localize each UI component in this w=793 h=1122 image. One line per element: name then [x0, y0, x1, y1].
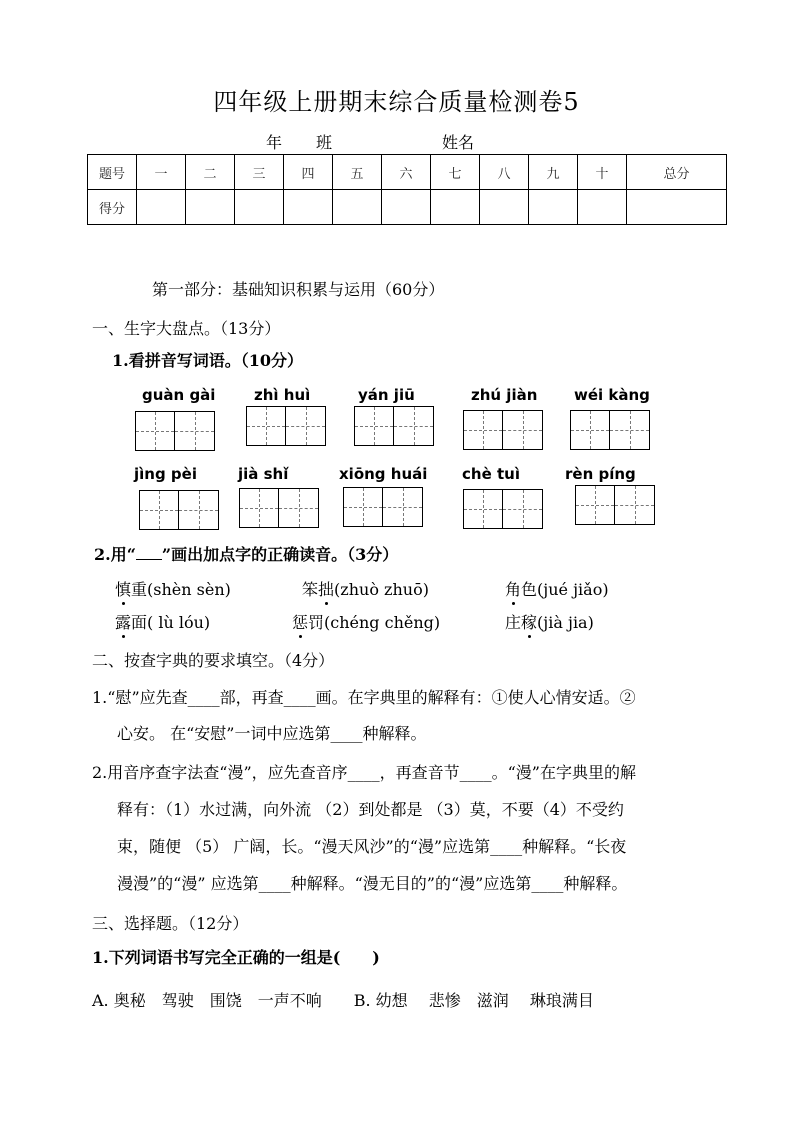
score-cell: 二 [186, 155, 235, 190]
part1-heading: 第一部分：基础知识积累与运用（60分） [152, 280, 445, 299]
dotted-char: 惩 [292, 610, 308, 633]
pinyin-label: rèn píng [565, 465, 636, 483]
pinyin-label: wéi kàng [574, 386, 650, 404]
q2-heading-end: ”画出加点字的正确读音。（3分） [161, 545, 399, 564]
dotted-char: 慎 [115, 577, 131, 600]
dotted-char: 拙 [318, 577, 334, 600]
pinyin-label: chè tuì [462, 465, 520, 483]
pinyin-label: zhì huì [254, 386, 311, 404]
score-cell: 七 [431, 155, 480, 190]
pinyin-label: jià shǐ [238, 465, 289, 483]
section2-q1-line: 1.“慰”应先查____部，再查____画。在字典里的解释有：①使人心情安适。② [92, 688, 636, 707]
section1-heading: 一、生字大盘点。（13分） [92, 319, 281, 338]
section2-q1-line: 心安。 在“安慰”一词中应选第____种解释。 [117, 724, 427, 743]
score-table [87, 154, 727, 225]
writing-grid[interactable] [463, 489, 543, 529]
score-row-label: 得分 [88, 190, 137, 225]
pinyin-label: xiōng huái [339, 465, 428, 483]
writing-grid[interactable] [139, 490, 219, 530]
section2-q2-line: 漫漫”的“漫” 应选第____种解释。“漫无目的”的“漫”应选第____种解释。 [117, 874, 628, 893]
score-cell: 九 [529, 155, 578, 190]
score-table-score-row [88, 190, 727, 225]
writing-grid[interactable] [570, 410, 650, 450]
score-cell: 总分 [627, 155, 727, 190]
dotted-char: 露 [115, 610, 131, 633]
score-cell: 十 [578, 155, 627, 190]
reading-item[interactable]: 惩罚(chéng chěng) [292, 610, 440, 633]
score-cell: 四 [284, 155, 333, 190]
writing-grid[interactable] [135, 411, 215, 451]
reading-item[interactable]: 慎重(shèn sèn) [115, 577, 231, 600]
pinyin-label: guàn gài [142, 386, 216, 404]
section2-q2-line: 2.用音序查字法查“漫”，应先查音序____，再查音节____。“漫”在字典里的解 [92, 763, 636, 782]
score-input-cell[interactable] [137, 190, 186, 225]
reading-item[interactable]: 角色(jué jiǎo) [505, 577, 609, 600]
dotted-char: 稼 [521, 610, 537, 633]
score-input-cell[interactable] [578, 190, 627, 225]
writing-grid[interactable] [575, 485, 655, 525]
score-cell: 题号 [88, 155, 137, 190]
name-label: 姓名 [442, 133, 475, 152]
writing-grid[interactable] [343, 487, 423, 527]
section2-heading: 二、按查字典的要求填空。（4分） [92, 651, 335, 670]
section1-q1-heading: 1.看拼音写词语。（10分） [112, 351, 303, 370]
score-input-cell[interactable] [186, 190, 235, 225]
q2-heading-start: 2.用“ [94, 545, 136, 564]
score-input-cell[interactable] [235, 190, 284, 225]
pinyin-label: jìng pèi [134, 465, 197, 483]
score-cell: 六 [382, 155, 431, 190]
pinyin-label: zhú jiàn [471, 386, 538, 404]
score-input-cell[interactable] [627, 190, 727, 225]
reading-item[interactable]: 笨拙(zhuò zhuō) [302, 577, 429, 600]
score-input-cell[interactable] [431, 190, 480, 225]
score-input-cell[interactable] [333, 190, 382, 225]
writing-grid[interactable] [239, 488, 319, 528]
underline-sample [136, 545, 162, 560]
writing-grid[interactable] [246, 406, 326, 446]
section1-q2-heading [94, 542, 398, 565]
section3-q1: 1.下列词语书写完全正确的一组是( ) [92, 948, 380, 967]
section3-q1-options[interactable]: A. 奥秘 驾驶 围饶 一声不响 B. 幼想 悲惨 滋润 琳琅满目 [92, 991, 594, 1010]
reading-item[interactable]: 庄稼(jià jia) [505, 610, 594, 633]
score-input-cell[interactable] [529, 190, 578, 225]
page-title: 四年级上册期末综合质量检测卷5 [213, 88, 580, 116]
grade-label: 年 [266, 133, 283, 152]
pinyin-label: yán jiū [358, 386, 415, 404]
writing-grid[interactable] [463, 410, 543, 450]
section2-q2-line: 束，随便 （5） 广阔，长。“漫天风沙”的“漫”应选第____种解释。“长夜 [117, 837, 627, 856]
dotted-char: 角 [505, 577, 521, 600]
score-cell: 八 [480, 155, 529, 190]
score-cell: 五 [333, 155, 382, 190]
class-label: 班 [316, 133, 333, 152]
score-input-cell[interactable] [382, 190, 431, 225]
section3-heading: 三、选择题。（12分） [92, 914, 249, 933]
score-input-cell[interactable] [284, 190, 333, 225]
section2-q2-line: 释有：（1）水过满，向外流 （2）到处都是 （3）莫，不要（4）不受约 [117, 800, 624, 819]
score-input-cell[interactable] [480, 190, 529, 225]
score-table-header-row [88, 155, 727, 190]
reading-item[interactable]: 露面( lù lóu) [115, 610, 210, 633]
score-cell: 三 [235, 155, 284, 190]
writing-grid[interactable] [354, 406, 434, 446]
score-cell: 一 [137, 155, 186, 190]
